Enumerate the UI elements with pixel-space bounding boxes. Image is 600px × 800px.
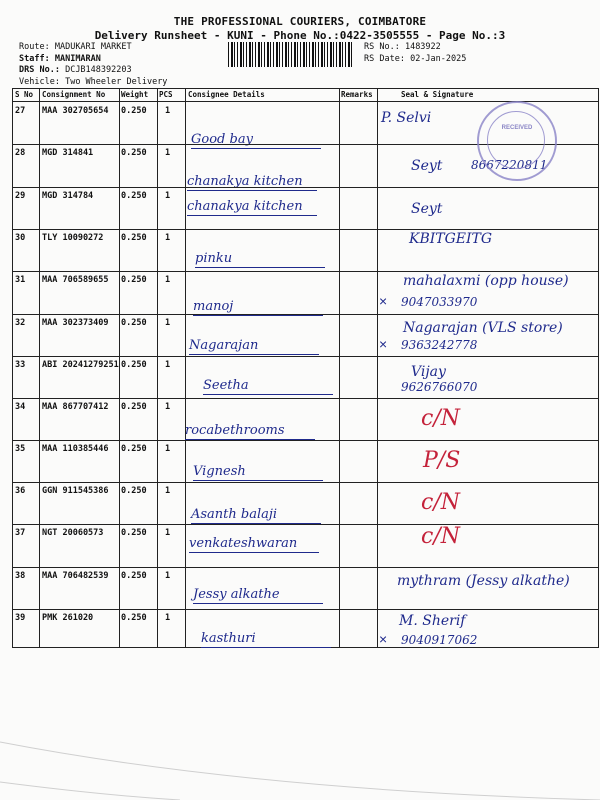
row-weight: 0.250 <box>121 106 147 116</box>
row-consignment-no: MGD 314841 <box>42 148 94 158</box>
row-consignment-no: PMK 261020 <box>42 613 94 623</box>
row-consignment-no: MAA 110385446 <box>42 444 109 454</box>
route-value: MADUKARI MARKET <box>54 42 132 52</box>
row-sno: 34 <box>15 402 26 412</box>
cross-mark-icon: × <box>379 336 388 352</box>
row-signature: Seyt <box>411 158 443 174</box>
row-phone-handwriting: 9047033970 <box>401 295 478 309</box>
row-weight: 0.250 <box>121 528 147 538</box>
row-weight: 0.250 <box>121 486 147 496</box>
row-weight: 0.250 <box>121 613 147 623</box>
row-pcs: 1 <box>165 106 171 116</box>
row-consignee-handwriting: Asanth balaji <box>191 507 278 522</box>
row-pcs: 1 <box>165 275 171 285</box>
col-header-remarks: Remarks <box>341 90 373 99</box>
row-sno: 31 <box>15 275 26 285</box>
stamp-text: RECEIVED <box>501 125 533 131</box>
col-header-consignee: Consignee Details <box>188 90 265 99</box>
row-signature: Nagarajan (VLS store) <box>403 320 563 336</box>
row-signature: Seyt <box>411 201 443 217</box>
route-label: Route: <box>19 42 50 52</box>
row-pcs: 1 <box>165 444 171 454</box>
row-consignee-handwriting: rocabethrooms <box>185 423 285 438</box>
col-header-sno: S No <box>15 90 34 99</box>
row-sno: 28 <box>15 148 26 158</box>
row-consignee-handwriting: Nagarajan <box>189 338 259 353</box>
row-sno: 38 <box>15 571 26 581</box>
row-signature: c/N <box>421 490 460 515</box>
row-sno: 36 <box>15 486 26 496</box>
row-consignee-handwriting: venkateshwaran <box>189 536 298 551</box>
cross-mark-icon: × <box>379 631 388 647</box>
cross-mark-icon: × <box>379 293 388 309</box>
row-signature: c/N <box>421 406 460 431</box>
row-phone-handwriting: 9363242778 <box>401 338 478 352</box>
rs-date-value: 02-Jan-2025 <box>410 53 467 64</box>
row-sno: 27 <box>15 106 26 116</box>
staff-label: Staff: <box>19 53 50 64</box>
vehicle-label: Vehicle: <box>19 76 60 87</box>
row-pcs: 1 <box>165 486 171 496</box>
row-sno: 35 <box>15 444 26 454</box>
row-consignment-no: ABI 20241279251 <box>42 360 119 370</box>
row-pcs: 1 <box>165 233 171 243</box>
col-header-consignment: Consignment No <box>42 90 106 99</box>
row-sno: 37 <box>15 528 26 538</box>
row-signature: M. Sherif <box>399 613 466 629</box>
row-sno: 39 <box>15 613 26 623</box>
row-pcs: 1 <box>165 148 171 158</box>
row-weight: 0.250 <box>121 275 147 285</box>
row-pcs: 1 <box>165 613 171 623</box>
row-consignment-no: MAA 302373409 <box>42 318 109 328</box>
row-weight: 0.250 <box>121 444 147 454</box>
row-weight: 0.250 <box>121 148 147 158</box>
row-signature: mahalaxmi (opp house) <box>403 273 569 289</box>
row-consignment-no: MGD 314784 <box>42 191 94 201</box>
rs-date-label: RS Date: <box>364 53 405 64</box>
row-signature: c/N <box>421 524 460 549</box>
row-consignee-handwriting: Seetha <box>203 378 249 393</box>
row-weight: 0.250 <box>121 402 147 412</box>
col-header-pcs: PCS <box>159 90 173 99</box>
row-signature: P/S <box>423 448 461 473</box>
rs-no-value: 1483922 <box>404 42 441 52</box>
runsheet-header-title: THE PROFESSIONAL COURIERS, COIMBATORE <box>173 15 427 28</box>
row-consignment-no: MAA 302705654 <box>42 106 109 116</box>
row-sno: 29 <box>15 191 26 201</box>
vehicle-value: Two Wheeler Delivery <box>65 76 168 87</box>
row-pcs: 1 <box>165 360 171 370</box>
row-weight: 0.250 <box>121 360 147 370</box>
row-consignee-handwriting: Good bay <box>191 132 253 147</box>
row-sno: 33 <box>15 360 26 370</box>
row-consignee-handwriting: pinku <box>195 251 233 266</box>
rs-no-label: RS No.: <box>364 42 400 52</box>
row-sno: 30 <box>15 233 26 243</box>
row-consignee-handwriting: manoj <box>193 299 234 314</box>
row-weight: 0.250 <box>121 191 147 201</box>
row-weight: 0.250 <box>121 233 147 243</box>
row-signature: Vijay <box>411 364 446 380</box>
row-pcs: 1 <box>165 571 171 581</box>
row-consignment-no: GGN 911545386 <box>42 486 109 496</box>
row-consignee-handwriting: kasthuri <box>201 631 256 646</box>
staff-value: MANIMARAN <box>54 53 101 64</box>
row-consignment-no: MAA 706482539 <box>42 571 109 581</box>
col-header-seal: Seal & Signature <box>401 90 474 99</box>
row-weight: 0.250 <box>121 571 147 581</box>
row-phone-handwriting: 9626766070 <box>401 380 478 394</box>
row-phone-handwriting: 8667220811 <box>471 158 548 172</box>
row-pcs: 1 <box>165 402 171 412</box>
row-consignment-no: NGT 20060573 <box>42 528 104 538</box>
col-header-weight: Weight <box>121 90 149 99</box>
row-consignee-handwriting: chanakya kitchen <box>187 199 303 214</box>
row-signature: mythram (Jessy alkathe) <box>397 573 570 589</box>
row-sno: 32 <box>15 318 26 328</box>
row-consignment-no: MAA 867707412 <box>42 402 109 412</box>
row-signature: P. Selvi <box>381 110 432 126</box>
row-weight: 0.250 <box>121 318 147 328</box>
row-pcs: 1 <box>165 191 171 201</box>
drs-value: DCJB148392203 <box>65 65 132 75</box>
runsheet-header-subtitle: Delivery Runsheet - KUNI - Phone No.:0422-3505555 - Page No.:3 <box>94 29 506 42</box>
row-consignee-handwriting: chanakya kitchen <box>187 174 303 189</box>
drs-label: DRS No.: <box>19 65 60 75</box>
row-consignee-handwriting: Vignesh <box>193 464 246 479</box>
row-consignment-no: MAA 706589655 <box>42 275 109 285</box>
row-phone-handwriting: 9040917062 <box>401 633 478 647</box>
row-signature: KBITGEITG <box>409 231 493 247</box>
row-consignment-no: TLY 10090272 <box>42 233 104 243</box>
row-consignee-handwriting: Jessy alkathe <box>193 587 280 602</box>
row-pcs: 1 <box>165 528 171 538</box>
row-pcs: 1 <box>165 318 171 328</box>
